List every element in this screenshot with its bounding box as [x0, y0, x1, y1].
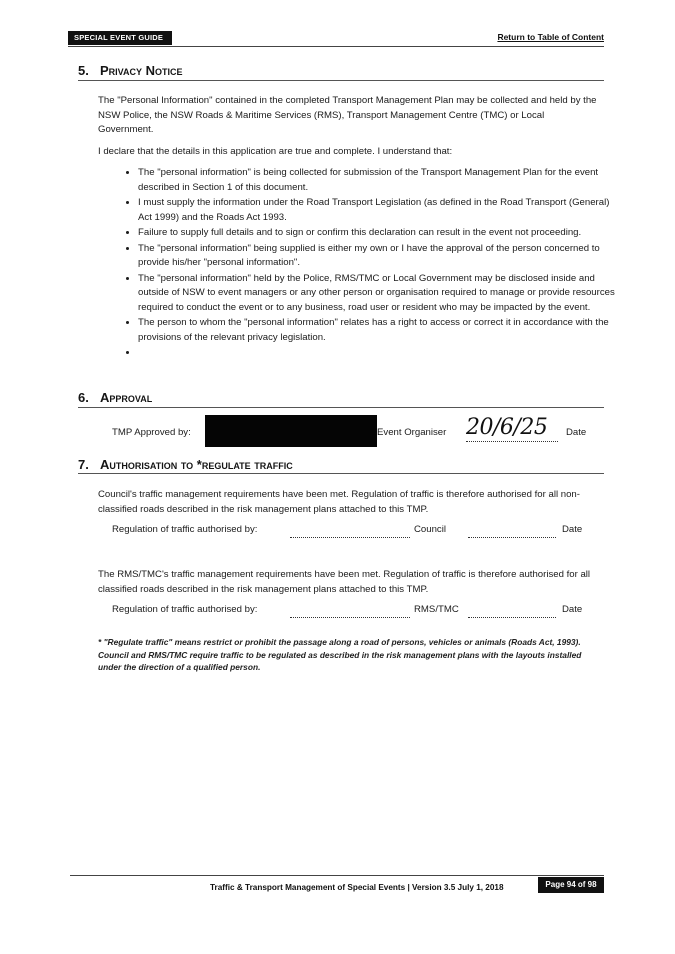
privacy-bullet-6: • The person to whom the "personal information" relates has a right to access or correct it in accordance with the provisions of the relevant privacy legislation. — [138, 316, 616, 345]
section-5-heading — [78, 63, 183, 78]
section-6-heading — [78, 390, 152, 405]
section-7-heading — [78, 457, 293, 472]
rms-signature-line — [290, 617, 410, 618]
council-signature-line — [290, 537, 410, 538]
section-7-title: Authorisation to *regulate traffic — [100, 457, 293, 472]
section-5-number: 5. — [78, 63, 89, 78]
section-5-rule — [78, 80, 604, 81]
handwritten-date: 20/6/25 — [466, 415, 548, 440]
privacy-bullet-1: • The "personal information" is being collected for submission of the Transport Management Plan for the event described in Section 1 of this document. — [138, 166, 616, 195]
section-7-rule — [78, 473, 604, 474]
section-5-title: Privacy Notice — [100, 63, 183, 78]
rms-date-label: Date — [562, 604, 583, 615]
rms-date-line — [468, 617, 556, 618]
redacted-name-box — [205, 415, 377, 447]
privacy-bullet-2: • I must supply the information under the Road Transport Legislation (as defined in the Road Transport (General) Act 1999) and the Roads Act 1993. — [138, 196, 616, 225]
approval-date-line — [466, 441, 558, 442]
rms-label: RMS/TMC — [414, 604, 459, 615]
footer-divider — [70, 875, 604, 876]
guide-header-tag: SPECIAL EVENT GUIDE — [68, 31, 172, 45]
section-6-rule — [78, 407, 604, 408]
page-number-badge: Page 94 of 98 — [538, 877, 604, 893]
privacy-bullet-4: • The "personal information" being supplied is either my own or I have the approval of the person concerned to provide his/her "personal information". — [138, 242, 616, 271]
event-organiser-label: Event Organiser — [377, 427, 447, 438]
privacy-declaration: I declare that the details in this application are true and complete. I understand that: — [98, 146, 453, 157]
privacy-intro: The "Personal Information" contained in the completed Transport Management Plan may be collected and held by the NSW Police, the NSW Roads & Maritime Services (RMS), Transport Management Centre (TMC) or Local Government. — [98, 95, 597, 135]
return-to-toc-link[interactable]: Return to Table of Content — [497, 32, 604, 42]
privacy-bullet-5: • The "personal information" held by the Police, RMS/TMC or Local Government may be disclosed inside and outside of NSW to event managers or any other person or organisation required to manage or provide resources required to conduct the event or to any business, road user or resident who may be impacted by the event. — [138, 272, 616, 316]
council-date-label: Date — [562, 524, 583, 535]
regulate-traffic-footnote: * "Regulate traffic" means restrict or prohibit the passage along a road of persons, vehicles or animals (Roads Act, 1993). Council and RMS/TMC require traffic to be regulated as described in the risk management plans with the layouts installed under the direction of a qualified person. — [98, 637, 582, 672]
tmp-approved-by-label: TMP Approved by: — [112, 427, 191, 438]
rms-requirements: The RMS/TMC's traffic management requirements have been met. Regulation of traffic is therefore authorised for all classified roads described in the risk management plans attached to this TMP. — [98, 569, 591, 595]
privacy-bullet-empty — [138, 346, 616, 360]
section-7-number: 7. — [78, 457, 89, 472]
section-6-number: 6. — [78, 390, 89, 405]
section-6-title: Approval — [100, 390, 153, 405]
approval-date-label: Date — [566, 427, 587, 438]
rms-authorised-by-label: Regulation of traffic authorised by: — [112, 604, 258, 615]
privacy-bullet-3: • Failure to supply full details and to sign or confirm this declaration can result in the event not proceeding. — [138, 226, 616, 241]
council-requirements: Council's traffic management requirements have been met. Regulation of traffic is therefore authorised for all non-classified roads described in the risk management plans attached to this TMP. — [98, 489, 580, 515]
privacy-bullet-list — [122, 166, 616, 361]
council-date-line — [468, 537, 556, 538]
footer-document-title: Traffic & Transport Management of Special Events | Version 3.5 July 1, 2018 — [210, 883, 504, 892]
header-divider — [68, 46, 604, 47]
council-label: Council — [414, 524, 446, 535]
council-authorised-by-label: Regulation of traffic authorised by: — [112, 524, 258, 535]
